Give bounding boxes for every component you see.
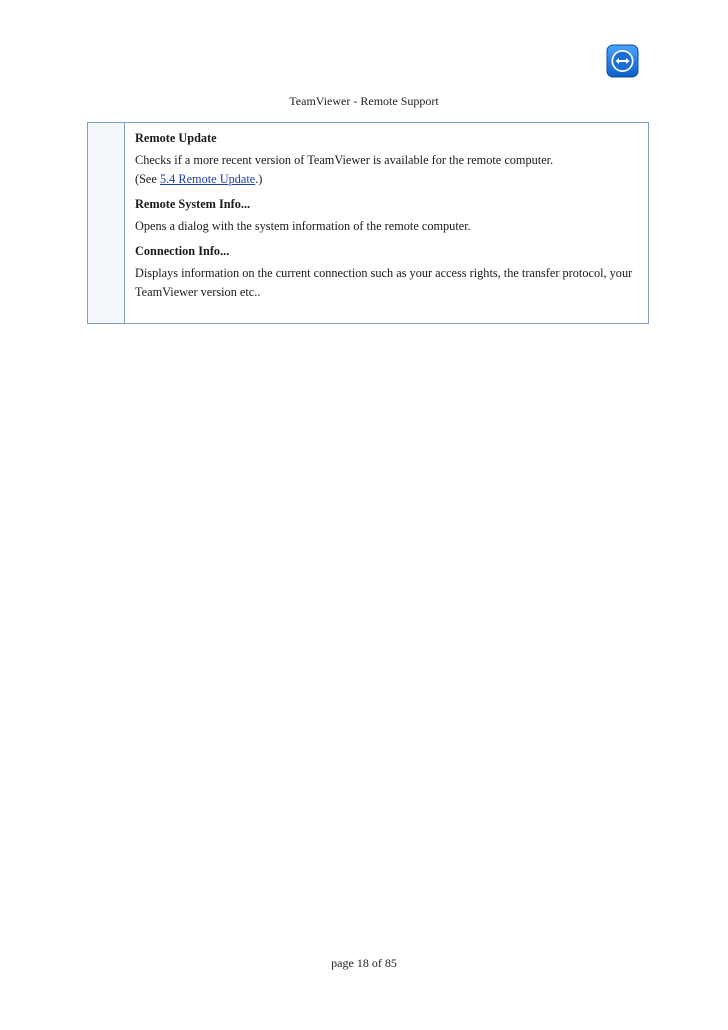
section-text-remote-system-info: Opens a dialog with the system information of the remote computer.: [135, 219, 471, 233]
table-content: [125, 123, 648, 323]
remote-update-description: Checks if a more recent version of TeamViewer is available for the remote computer.: [135, 153, 554, 167]
teamviewer-logo-icon: [606, 44, 639, 78]
section-heading-remote-system-info: Remote System Info...: [135, 197, 251, 211]
section-heading-remote-update: Remote Update: [135, 131, 217, 145]
page-number: page 18 of 85: [331, 956, 397, 970]
info-table: [87, 122, 649, 324]
see-suffix: .): [255, 172, 263, 186]
remote-update-link[interactable]: 5.4 Remote Update: [159, 172, 256, 186]
page-header: TeamViewer - Remote Support: [289, 94, 439, 108]
section-text-remote-update: [135, 151, 638, 189]
see-prefix: (See: [135, 172, 160, 186]
table-side-column: [88, 123, 125, 323]
section-text-connection-info: Displays information on the current connection such as your access rights, the transfer protocol, your TeamViewer version etc..: [135, 266, 633, 299]
section-heading-connection-info: Connection Info...: [135, 244, 230, 258]
